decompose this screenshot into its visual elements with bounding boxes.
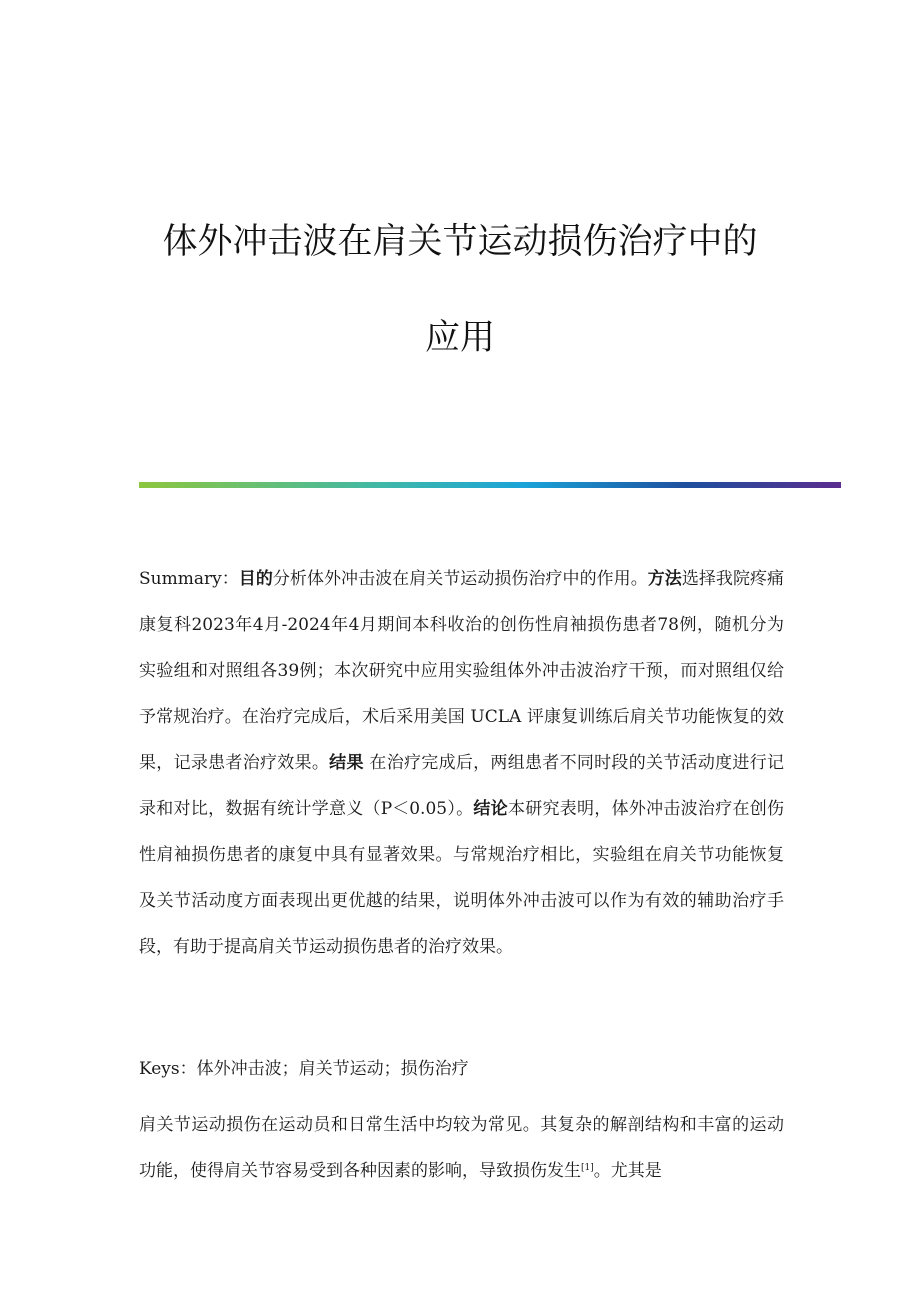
gradient-divider <box>139 482 841 488</box>
keys-label: Keys： <box>139 1059 197 1079</box>
intro-section <box>139 1102 784 1194</box>
summary-label: Summary： <box>139 569 239 589</box>
conclusion-text: 本研究表明，体外冲击波治疗在创伤性肩袖损伤患者的康复中具有显著效果。与常规治疗相比，实验组在肩关节功能恢复及关节活动度方面表现出更优越的结果，说明体外冲击波可以作为有效的辅助治疗手段，有助于提高肩关节运动损伤患者的治疗效果。 <box>139 799 785 957</box>
method-text: 选择我院疼痛康复科2023年4月-2024年4月期间本科收治的创伤性肩袖损伤患者78例，随机分为实验组和对照组各39例；本次研究中应用实验组体外冲击波治疗干预，而对照组仅给予常规治疗。在治疗完成后，术后采用美国 UCLA 评康复训练后肩关节功能恢复的效果，记录患者治疗效果。 <box>139 569 785 773</box>
document-title-line-2: 应用 <box>424 318 495 358</box>
abstract-paragraph <box>139 556 784 970</box>
keywords-paragraph <box>139 1046 784 1092</box>
citation-ref: [1] <box>581 1163 594 1173</box>
keys-text: 体外冲击波；肩关节运动；损伤治疗 <box>196 1059 469 1079</box>
keywords-section <box>139 1046 784 1092</box>
intro-text: 肩关节运动损伤在运动员和日常生活中均较为常见。其复杂的解剖结构和丰富的运动功能，使得肩关节容易受到各种因素的影响，导致损伤发生 <box>139 1115 784 1181</box>
intro-text-continued: 。尤其是 <box>593 1161 662 1181</box>
abstract-section <box>139 556 784 970</box>
results-label: 结果 <box>329 753 364 773</box>
conclusion-label: 结论 <box>473 799 508 819</box>
objective-label: 目的 <box>238 569 273 589</box>
intro-paragraph <box>139 1102 784 1194</box>
objective-text: 分析体外冲击波在肩关节运动损伤治疗中的作用。 <box>272 569 648 589</box>
document-title-line-1: 体外冲击波在肩关节运动损伤治疗中的 <box>162 222 758 262</box>
method-label: 方法 <box>647 569 682 589</box>
results-text: 在治疗完成后，两组患者不同时段的关节活动度进行记录和对比，数据有统计学意义（P＜0.05）。 <box>139 753 785 819</box>
